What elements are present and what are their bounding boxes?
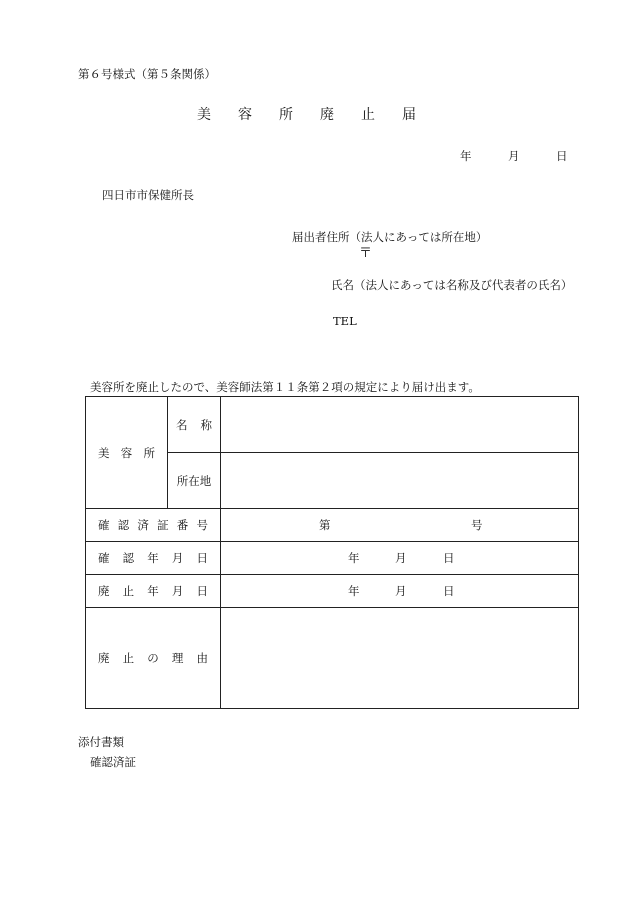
date-month-label: 月 xyxy=(508,149,520,163)
attachment-item: 確認済証 xyxy=(90,755,136,769)
attachments-label: 添付書類 xyxy=(78,735,124,749)
closure-date-field[interactable] xyxy=(221,575,579,608)
addressee: 四日市市保健所長 xyxy=(102,188,194,202)
cert-date-label-cell: 確 認 年 月 日 xyxy=(86,542,221,575)
applicant-address-label: 届出者住所（法人にあっては所在地） xyxy=(292,230,488,244)
closure-reason-label-cell: 廃 止 の 理 由 xyxy=(86,608,221,709)
applicant-name-label: 氏名（法人にあっては名称及び代表者の氏名） xyxy=(331,278,573,292)
date-year-label: 年 xyxy=(460,149,472,163)
salon-label-cell: 美 容 所 xyxy=(86,397,168,509)
closure-date-month: 月 xyxy=(395,584,407,598)
cert-number-suffix: 号 xyxy=(471,518,483,532)
closure-reason-field[interactable] xyxy=(221,608,579,709)
cert-number-prefix: 第 xyxy=(319,518,331,532)
form-number: 第６号様式（第５条関係） xyxy=(78,67,216,81)
salon-location-field[interactable] xyxy=(221,453,579,509)
applicant-tel-label: TEL xyxy=(333,314,357,328)
closure-date-year: 年 xyxy=(348,584,360,598)
cert-date-day: 日 xyxy=(443,551,455,565)
closure-form-table xyxy=(85,396,579,709)
salon-location-label-cell: 所在地 xyxy=(168,453,221,509)
submission-date xyxy=(460,148,568,164)
cert-number-field[interactable] xyxy=(221,509,579,542)
closure-date-day: 日 xyxy=(443,584,455,598)
cert-date-month: 月 xyxy=(395,551,407,565)
cert-date-field[interactable] xyxy=(221,542,579,575)
salon-name-label-cell: 名 称 xyxy=(168,397,221,453)
postal-mark: 〒 xyxy=(359,246,373,261)
closure-date-label-cell: 廃 止 年 月 日 xyxy=(86,575,221,608)
statement-text: 美容所を廃止したので、美容師法第１１条第２項の規定により届け出ます。 xyxy=(90,380,480,394)
date-day-label: 日 xyxy=(556,149,568,163)
cert-number-label-cell: 確 認 済 証 番 号 xyxy=(86,509,221,542)
cert-date-year: 年 xyxy=(348,551,360,565)
salon-name-field[interactable] xyxy=(221,397,579,453)
form-title: 美容所廃止届 xyxy=(197,107,443,123)
